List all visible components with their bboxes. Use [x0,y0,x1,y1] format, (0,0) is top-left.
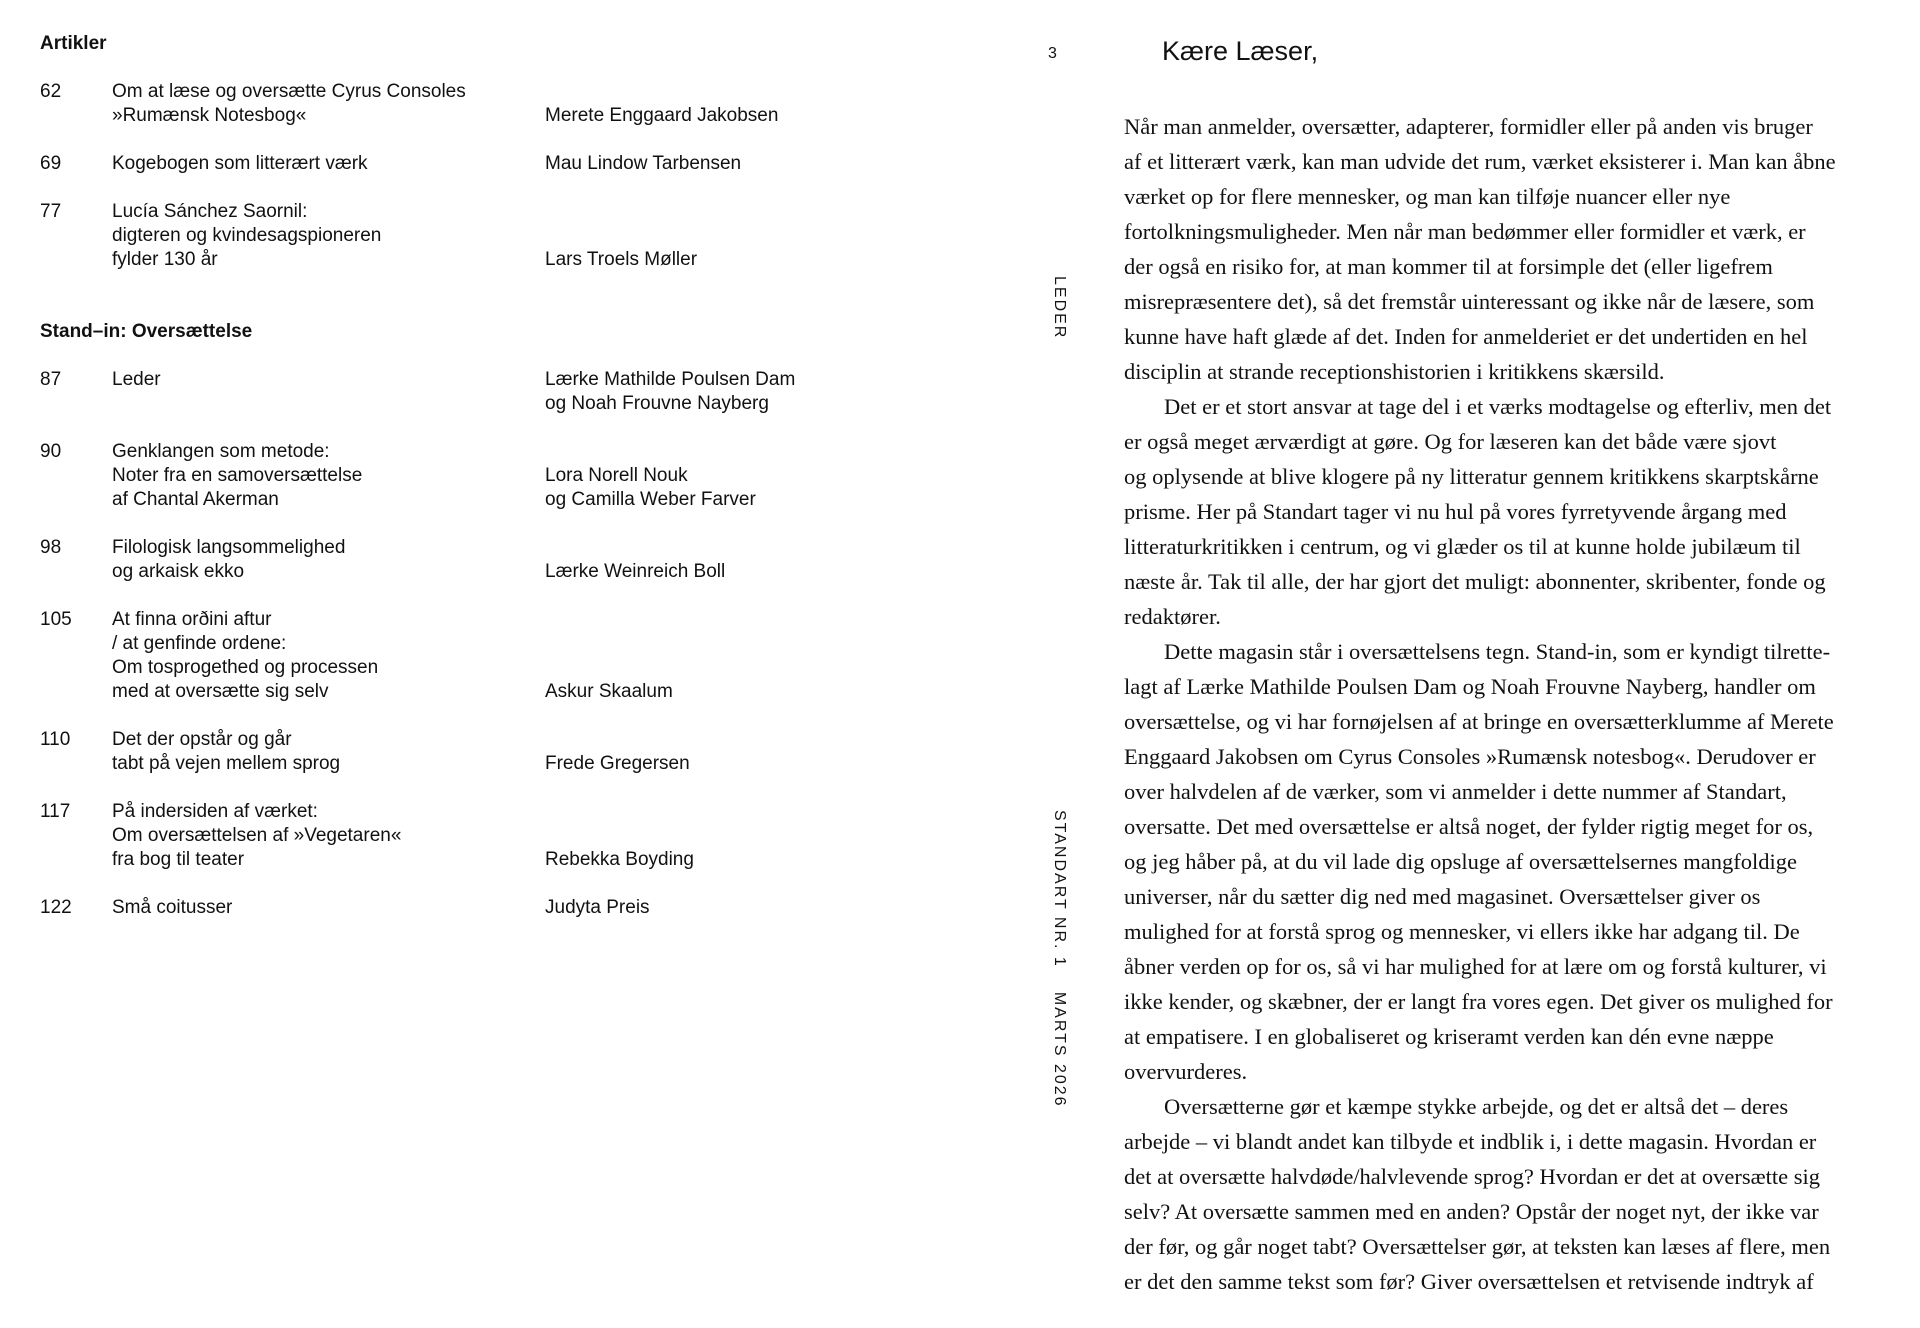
toc-page-number: 87 [40,369,62,390]
toc-title: Genklangen som metode: Noter fra en samoversættelse af Chantal Akerman [112,441,363,510]
toc-author: Lora Norell Nouk og Camilla Weber Farver [545,465,756,510]
page-number: 3 [1048,45,1057,62]
toc-author: Askur Skaalum [545,681,673,702]
toc-page-number: 90 [40,441,62,462]
section-title-artikler: Artikler [40,33,107,54]
paragraph: Dette magasin står i oversættelsens tegn. Stand-in, som er kyndigt tilrette- lagt af Lærke Mathilde Poulsen Dam og Noah Frouvne Nayberg, handler om oversættelse, og vi har fornøjelsen af at bringe en oversætterklumme af Merete Enggaard Jakobsen om Cyrus Consoles »Rumænsk notesbog«. Derudover er over halvdelen af de værker, som vi anmelder i dette nummer af Standart, oversatte. Det med oversættelse er altså noget, der fylder rigtig meget for os, og jeg håber på, at du vil lade dig opsluge af oversættelsernes mangfoldige universer, når du sætter dig ned med magasinet. Oversættelser giver os mulighed for at forstå sprog og mennesker, vi ellers ikke har adgang til. De åbner verden op for os, så vi har mulighed for at lære om og forstå kulturer, vi ikke kender, og skæbner, der er langt fra vores egen. Det giver os mulighed for at empatisere. I en globaliseret og kriseramt verden kan dén evne næppe overvurderes. [1124,639,1834,1084]
issue-date: MARTS 2026 [1051,991,1068,1108]
page-title: Kære Læser, [1162,36,1319,66]
toc-title: Filologisk langsommelighed og arkaisk ekko [112,537,346,582]
toc-page-number: 69 [40,153,62,174]
issue-number: STANDART NR. 1 [1051,810,1068,968]
article-body [1124,109,1894,1299]
toc-title: På indersiden af værket: Om oversættelsen af »Vegetaren« fra bog til teater [112,801,402,870]
toc-page-number: 122 [40,897,72,918]
toc-page-number: 77 [40,201,62,222]
toc-author: Judyta Preis [545,897,650,918]
toc-page-number: 105 [40,609,72,630]
toc-title: Om at læse og oversætte Cyrus Consoles »Rumænsk Notesbog« [112,81,466,126]
issue-label [1050,810,1068,1108]
section-label: LEDER [1051,276,1068,340]
paragraph: Det er et stort ansvar at tage del i et værks modtagelse og efterliv, men det er også meget ærværdigt at gøre. Og for læseren kan det både være sjovt og oplysende at blive klogere på ny litteratur gennem kritikkens skarptskårne prisme. Her på Standart tager vi nu hul på vores fyrretyvende årgang med litteraturkritikken i centrum, og vi glæder os til at kunne holde jubilæum til næste år. Tak til alle, der har gjort det muligt: abonnenter, skribenter, fonde og redaktører. [1124,394,1832,629]
toc-page-number: 117 [40,801,71,822]
toc-title: Lucía Sánchez Saornil: digteren og kvindesagspioneren fylder 130 år [112,201,382,270]
toc-author: Lærke Weinreich Boll [545,561,726,582]
toc-author: Merete Enggaard Jakobsen [545,105,779,126]
toc-title: Leder [112,369,161,390]
toc-author: Lars Troels Møller [545,249,698,270]
toc-title: At finna orðini aftur / at genfinde ordene: Om tosprogethed og processen med at oversætte sig selv [112,609,379,702]
toc-title: Små coitusser [112,897,233,918]
toc-author: Lærke Mathilde Poulsen Dam og Noah Frouvne Nayberg [545,369,796,414]
section-title-stand-in: Stand–in: Oversættelse [40,321,253,342]
toc-title: Kogebogen som litterært værk [112,153,368,174]
toc-page-number: 110 [40,729,71,750]
paragraph: Oversætterne gør et kæmpe stykke arbejde, og det er altså det – deres arbejde – vi blandt andet kan tilbyde et indblik i, i dette magasin. Hvordan er det at oversætte halvdøde/halvlevende sprog? Hvordan er det at oversætte sig selv? At oversætte sammen med en anden? Opstår der noget nyt, der ikke var der før, og går noget tabt? Oversættelser gør, at teksten kan læses af flere, men er det den samme tekst som før? Giver oversættelsen et retvisende indtryk af [1124,1094,1831,1294]
toc-page-number: 98 [40,537,62,558]
toc-author: Frede Gregersen [545,753,690,774]
toc-author: Mau Lindow Tarbensen [545,153,742,174]
toc-title: Det der opstår og går tabt på vejen mellem sprog [112,729,341,774]
paragraph: Når man anmelder, oversætter, adapterer, formidler eller på anden vis bruger af et litterært værk, kan man udvide det rum, værket eksisterer i. Man kan åbne værket op for flere mennesker, og man kan tilføje nuancer eller nye fortolkningsmuligheder. Men når man bedømmer eller formidler et værk, er der også en risiko for, at man kommer til at forsimple det (eller ligefrem misrepræsentere det), så det fremstår uinteressant og ikke når de læsere, som kunne have haft glæde af det. Inden for anmelderiet er det undertiden en hel disciplin at strande receptionshistorien i kritikkens skærsild. [1124,114,1836,384]
toc-page-number: 62 [40,81,62,102]
toc-author: Rebekka Boyding [545,849,694,870]
